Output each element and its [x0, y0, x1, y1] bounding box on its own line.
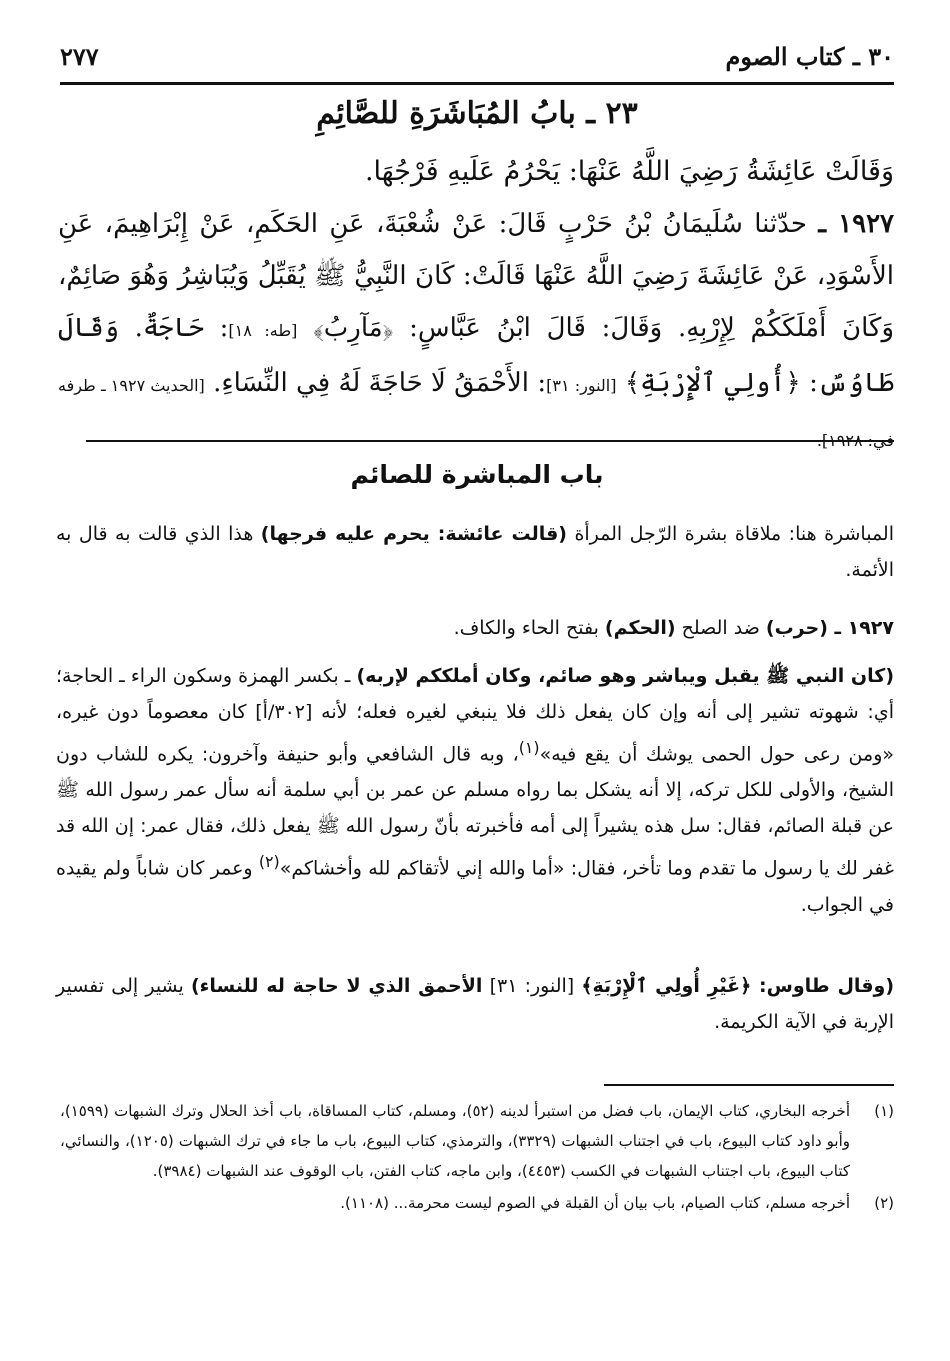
quran-ref-taha: [طه: ١٨]: [228, 321, 298, 340]
text-run: هذا الذي قالت به قال به الأئمة.: [56, 523, 894, 581]
footnote-number: (١): [874, 1102, 894, 1120]
hadith-text: [58, 198, 894, 467]
footnote-ref-2[interactable]: (٢): [258, 852, 280, 872]
footnote-number: (٢): [874, 1194, 894, 1212]
text-run: ـ بكسر الهمزة وسكون الراء ـ الحاجة؛ أي: شهوته تشير إلى أنه وإن كان يفعل ذلك فلا ينبغي لغيره فعله؛ لأنه [٣٠٢/أ] كان معصوماً دون غيره، «ومن رعى حول الحمى يوشك أن يقع فيه»: [56, 665, 894, 766]
hadith-body-3: : الأَحْمَقُ لَا حَاجَةَ لَهُ فِي النِّسَاءِ.: [213, 368, 547, 398]
hadith-body-2: : حَاجَةٌ. وَقَالَ طَاوُسٌ: ﴿أُولِي ٱلْإِرْبَةِ﴾: [58, 313, 895, 398]
quoted-phrase: (وقال طاوس: ﴿غَيْرِ أُولِي ٱلْإِرْبَةِ﴾: [581, 975, 894, 997]
quran-ref: [النور: ٣١]: [489, 975, 575, 997]
running-title: ٣٠ ـ كتاب الصوم: [725, 41, 894, 71]
hadith-body: حدّثنا سُلَيمَانُ بْنُ حَرْبٍ قَالَ: عَنْ شُعْبَةَ، عَنِ الحَكَمِ، عَنْ إِبْرَاهِيمَ، عَنِ الأَسْوَدِ، عَنْ عَائِشَةَ رَضِيَ اللَّهُ عَنْهَا قَالَتْ: كَانَ النَّبِيُّ ﷺ يُقَبِّلُ وَيُبَاشِرُ وَهُوَ صَائِمٌ، وَكَانَ أَمْلَكَكُمْ لِإِرْبِهِ. وَقَالَ: قَالَ ابْنُ عَبَّاسٍ: ﴿مَآرِبُ﴾: [58, 209, 894, 343]
chapter-heading: ٢٣ ـ بابُ المُبَاشَرَةِ للصَّائِمِ: [316, 96, 638, 131]
quoted-phrase: (كان النبي ﷺ يقبل ويباشر وهو صائم، وكان أملككم لإربه): [356, 665, 894, 687]
footnote-ref-1[interactable]: (١): [518, 738, 540, 757]
text-run: المباشرة هنا: ملاقاة بشرة الرّجل المرأة: [574, 523, 894, 545]
text-run: يشير إلى تفسير الإربة في الآية الكريمة.: [56, 975, 894, 1033]
quoted-phrase: الأحمق الذي لا حاجة له للنساء): [190, 975, 483, 997]
commentary-paragraph-2: [56, 610, 894, 646]
commentary-title: باب المباشرة للصائم: [350, 460, 604, 489]
commentary-paragraph-4: [56, 968, 894, 1040]
section-divider: [86, 440, 894, 442]
footnote-2: [60, 1188, 894, 1218]
hadith-number: ١٩٢٧ ـ: [818, 209, 895, 239]
header-rule: [60, 82, 894, 85]
quoted-phrase: ١٩٢٧ ـ (حرب): [765, 617, 894, 639]
footnote-1: [60, 1096, 894, 1186]
chapter-intro: وَقَالَتْ عَائِشَةُ رَضِيَ اللَّهُ عَنْهَا: يَحْرُمُ عَلَيهِ فَرْجُهَا.: [364, 156, 894, 187]
footnote-rule: [604, 1084, 894, 1086]
page-number: ٢٧٧: [60, 41, 99, 71]
commentary-paragraph-1: [56, 516, 894, 588]
commentary-paragraph-3: [56, 658, 894, 923]
text-run: بفتح الحاء والكاف.: [453, 617, 599, 639]
quoted-phrase: (الحكم): [604, 617, 676, 639]
text-run: ضد الصلح: [681, 617, 760, 639]
hadith-cross-ref: [الحديث ١٩٢٧ ـ طرفه في: ١٩٢٨].: [58, 376, 894, 450]
footnotes: [60, 1096, 894, 1220]
text-run: ، وبه قال الشافعي وأبو حنيفة وآخرون: يكره للشاب دون الشيخ، والأولى للكل تركه، إلا أنه يشكل بما رواه مسلم عن عمر بن أبي سلمة أنه سأل عمر رسول الله ﷺ عن قبلة الصائم، فقال: سل هذه يشيراً إلى أمه فأخبرته بأنّ رسول الله ﷺ يفعل ذلك، فقال عمر: إن الله قد غفر لك يا رسول ما تقدم وما تأخر، فقال: «أما والله إني لأتقاكم لله وأخشاكم»: [56, 743, 894, 880]
footnote-text: أخرجه مسلم، كتاب الصيام، باب بيان أن القبلة في الصوم ليست محرمة... (١١٠٨).: [340, 1194, 850, 1212]
quoted-phrase: (قالت عائشة: يحرم عليه فرجها): [260, 523, 567, 545]
page-header: [60, 36, 894, 76]
quran-ref-nur: [النور: ٣١]: [546, 376, 617, 395]
text-run: وعمر كان شاباً ولم يقيده في الجواب.: [56, 857, 894, 916]
footnote-text: أخرجه البخاري، كتاب الإيمان، باب فضل من استبرأ لدينه (٥٢)، ومسلم، كتاب المساقاة، باب أخذ الحلال وترك الشبهات (١٥٩٩)، وأبو داود كتاب البيوع، باب في اجتناب الشبهات (٣٣٢٩)، والترمذي، كتاب البيوع، باب ما جاء في ترك الشبهات (١٢٠٥)، والنسائي، كتاب البيوع، باب اجتناب الشبهات في الكسب (٤٤٥٣)، وابن ماجه، كتاب الفتن، باب الوقوف عند الشبهات (٣٩٨٤).: [60, 1102, 850, 1180]
